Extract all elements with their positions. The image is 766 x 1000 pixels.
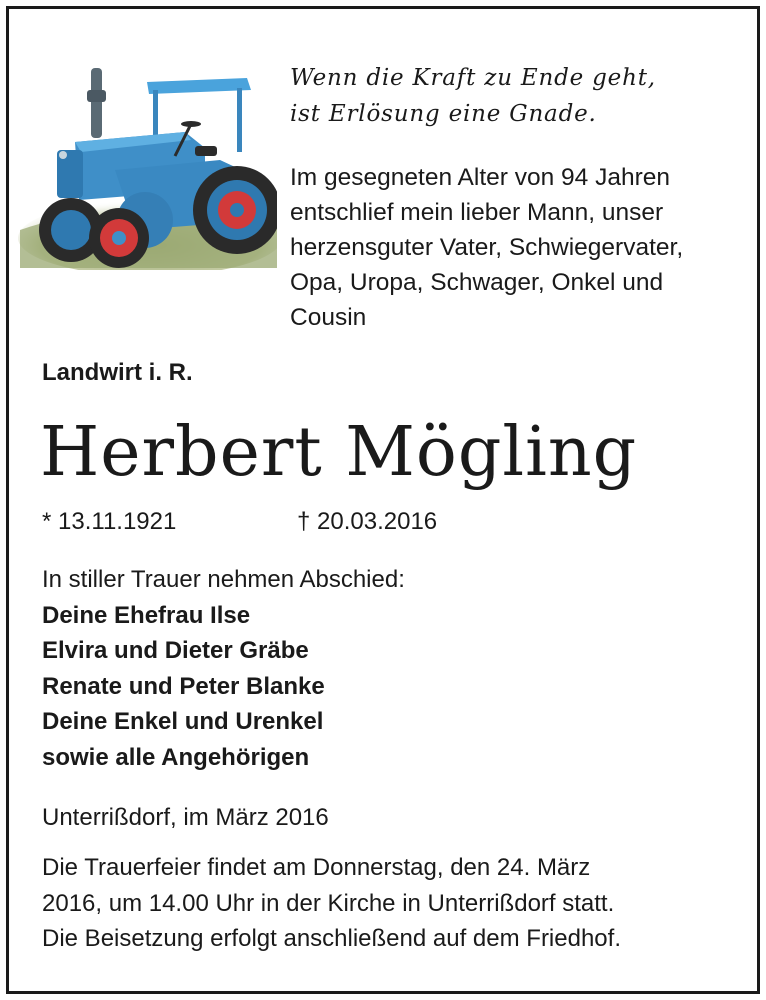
death-date: † 20.03.2016 bbox=[297, 508, 438, 535]
death-announcement bbox=[290, 160, 740, 335]
announcement-line: Im gesegneten Alter von 94 Jahren bbox=[290, 164, 671, 191]
canopy-roof bbox=[147, 78, 251, 94]
occupation-title: Landwirt i. R. bbox=[42, 359, 193, 386]
announcement-line: entschlief mein lieber Mann, unser bbox=[290, 199, 664, 226]
mourner-name: Deine Ehefrau Ilse bbox=[42, 601, 251, 629]
funeral-line: Die Trauerfeier findet am Donnerstag, den 24. März bbox=[42, 854, 591, 881]
mourner-name: Renate und Peter Blanke bbox=[42, 672, 325, 700]
mourner-name: Deine Enkel und Urenkel bbox=[42, 708, 324, 735]
life-dates bbox=[42, 504, 437, 540]
funeral-info bbox=[42, 850, 752, 957]
quote-line: Wenn die Kraft zu Ende geht, bbox=[290, 65, 656, 91]
mourner-name: Elvira und Dieter Gräbe bbox=[42, 637, 309, 664]
mourners-block bbox=[42, 562, 405, 775]
birth-date: * 13.11.1921 bbox=[42, 508, 177, 535]
announcement-line: Cousin bbox=[290, 304, 367, 331]
announcement-line: Opa, Uropa, Schwager, Onkel und bbox=[290, 269, 664, 296]
tractor-photo bbox=[15, 60, 277, 270]
announcement-line: herzensguter Vater, Schwiegervater, bbox=[290, 234, 684, 261]
quote-line: ist Erlösung eine Gnade. bbox=[290, 101, 597, 127]
quote-verse bbox=[290, 60, 656, 132]
deceased-name: Herbert Mögling bbox=[40, 413, 638, 492]
mourner-name: sowie alle Angehörigen bbox=[42, 743, 310, 771]
funeral-line: 2016, um 14.00 Uhr in der Kirche in Unterrißdorf statt. bbox=[42, 889, 615, 917]
place-date: Unterrißdorf, im März 2016 bbox=[42, 804, 329, 831]
funeral-line: Die Beisetzung erfolgt anschließend auf dem Friedhof. bbox=[42, 925, 621, 952]
exhaust-pipe bbox=[91, 68, 102, 138]
mourners-intro: In stiller Trauer nehmen Abschied: bbox=[42, 566, 405, 593]
